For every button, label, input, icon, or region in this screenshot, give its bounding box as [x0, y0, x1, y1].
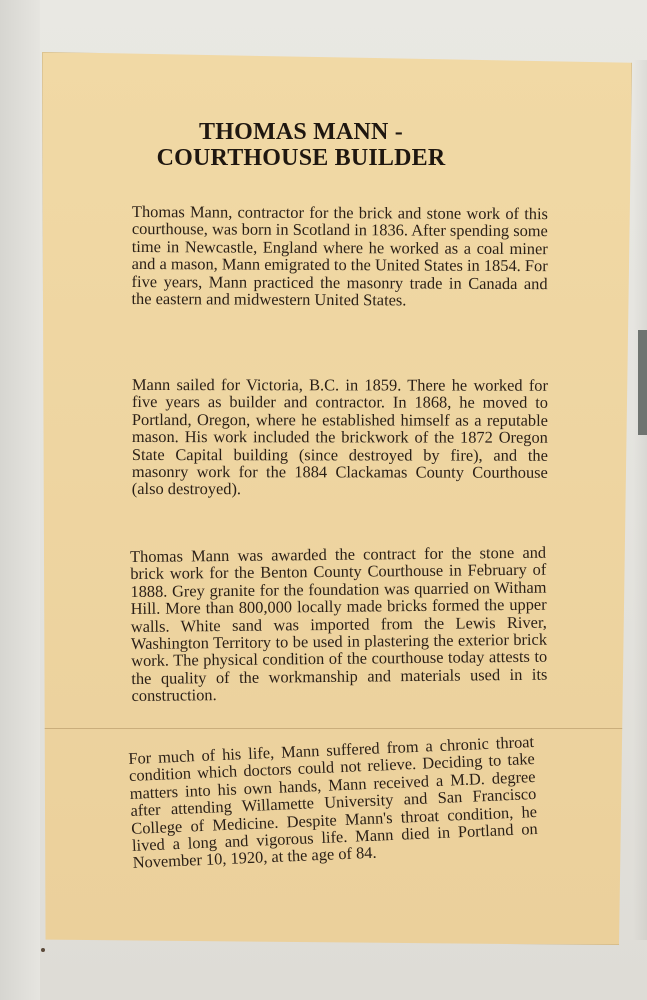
paragraph-courthouse: Thomas Mann was awarded the contract for the stone and brick work for the Benton County Courthouse in February of 1888. Grey granite for the foundation was quarried on Witham Hill. More than 800,000 locally made bricks formed the upper walls. White sand was imported from the Lewis River, Washington Territory to be used in plastering the exterior brick work. The physical condition of the courthouse today attests to the quality of the workmanship and materials used in its construction.	[129, 542, 548, 706]
sign-title-line2: COURTHOUSE BUILDER	[156, 145, 446, 171]
sign-title-line1: THOMAS MANN -	[199, 119, 403, 145]
door-frame-edge	[638, 330, 647, 435]
paragraph-early-life: Thomas Mann, contractor for the brick and stone work of this courthouse, was born in Scotland in 1836. After spending some time in Newcastle, England where he worked as a coal miner and a mason, Mann emigrated to the United States in 1854. For five years, Mann practiced the masonry trade in Canada and the eastern and midwestern United States.	[131, 202, 548, 310]
mounting-pin	[41, 948, 45, 952]
paragraph-career: Mann sailed for Victoria, B.C. in 1859. There he worked for five years as builder and contractor. In 1868, he moved to Portland, Oregon, where he established himself as a reputable mason. His work included the brickwork of the 1872 Oregon State Capital building (since destroyed by fire), and the masonry work for the 1884 Clackamas County Courthouse (also destroyed).	[131, 375, 549, 499]
paragraph-later-life: For much of his life, Mann suffered from a chronic throat condition which doctors could not relieve. Deciding to take matters into his own hands, Mann received a M.D. degree after attending Willamette University and San Francisco College of Medicine. Despite Mann's throat condition, he lived a long and vigorous life. Mann died in Portland on November 10, 1920, at the age of 84.	[127, 731, 539, 873]
wall-shadow	[633, 60, 647, 940]
